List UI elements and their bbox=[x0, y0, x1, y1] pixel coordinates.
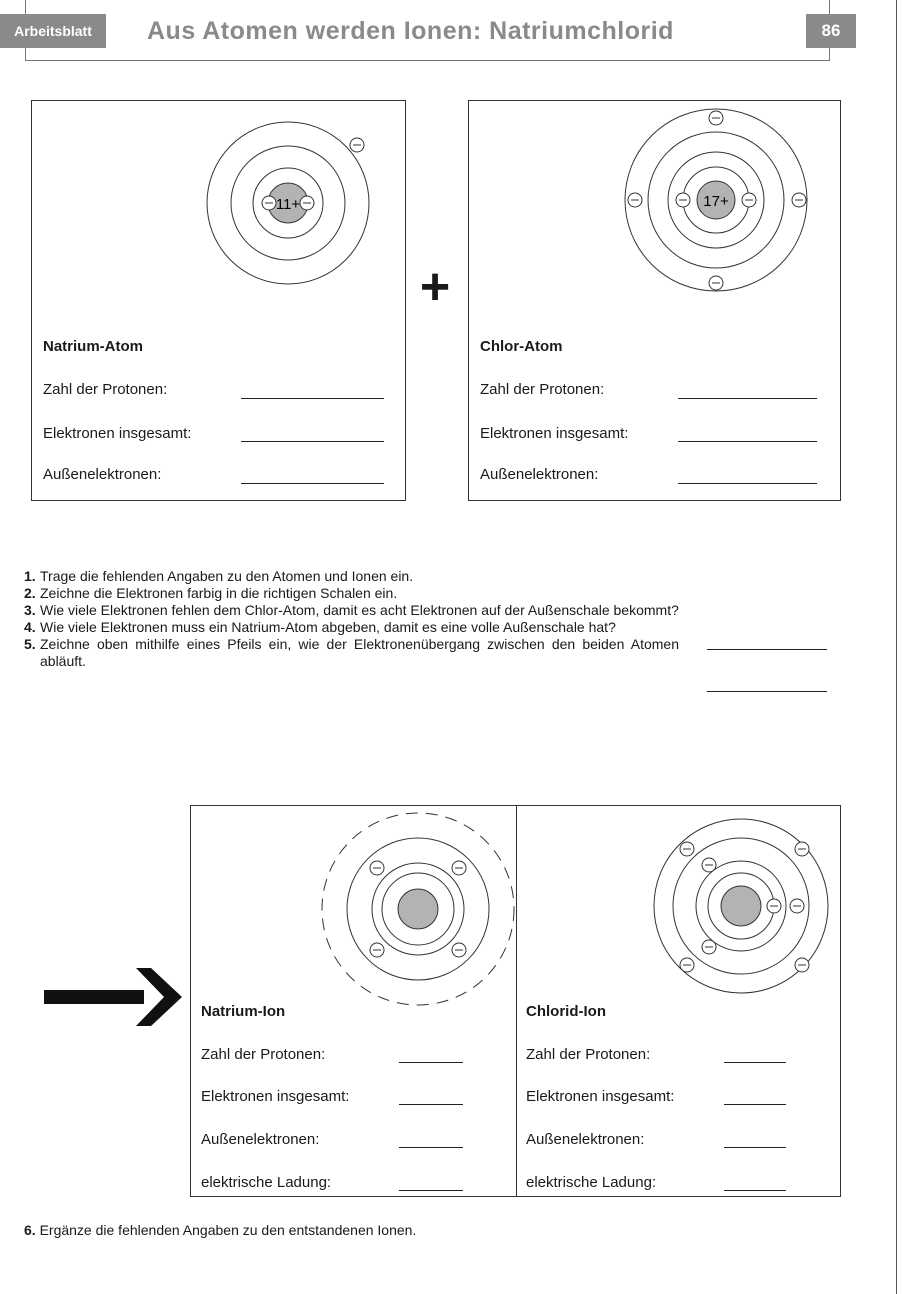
electron-icon bbox=[370, 861, 384, 875]
task-list bbox=[24, 568, 679, 670]
field-label: Elektronen insgesamt: bbox=[43, 425, 192, 442]
electron-icon bbox=[790, 899, 804, 913]
answer-blank[interactable] bbox=[678, 441, 817, 442]
plus-sign: + bbox=[419, 258, 451, 316]
electron-icon bbox=[262, 196, 276, 210]
chlorine-atom-box bbox=[468, 100, 841, 501]
electron-icon bbox=[628, 193, 642, 207]
answer-blank[interactable] bbox=[724, 1062, 786, 1063]
task-text: Zeichne oben mithilfe eines Pfeils ein, wie der Elektronenübergang zwischen den beiden Atomen abläuft. bbox=[40, 636, 679, 669]
sodium-atom-box bbox=[31, 100, 406, 501]
task-number: 2. bbox=[24, 585, 36, 601]
task4-answer-line[interactable] bbox=[707, 691, 827, 692]
field-label: Außenelektronen: bbox=[43, 466, 162, 483]
field-label: elektrische Ladung: bbox=[526, 1174, 657, 1191]
electron-icon bbox=[300, 196, 314, 210]
field-label: elektrische Ladung: bbox=[201, 1174, 332, 1191]
electron-icon bbox=[702, 940, 716, 954]
task-text: Trage die fehlenden Angaben zu den Atomen und Ionen ein. bbox=[40, 568, 414, 584]
answer-blank[interactable] bbox=[241, 441, 384, 442]
arrow-right-icon bbox=[44, 968, 184, 1028]
electron-icon bbox=[680, 842, 694, 856]
answer-blank[interactable] bbox=[399, 1190, 463, 1191]
sodium-ion-title: Natrium-Ion bbox=[201, 1003, 286, 1020]
task-number: 1. bbox=[24, 568, 36, 584]
electron-icon bbox=[452, 861, 466, 875]
page-edge-line bbox=[896, 0, 897, 1294]
chlorine-atom-diagram bbox=[619, 101, 819, 301]
answer-blank[interactable] bbox=[724, 1147, 786, 1148]
chlorine-atom-title: Chlor-Atom bbox=[480, 338, 563, 355]
electron-icon bbox=[452, 943, 466, 957]
task-number: 6. bbox=[24, 1222, 36, 1238]
electron-icon bbox=[792, 193, 806, 207]
chloride-ion-diagram bbox=[641, 806, 841, 1006]
answer-blank[interactable] bbox=[724, 1190, 786, 1191]
electron-icon bbox=[709, 276, 723, 290]
electron-icon bbox=[702, 858, 716, 872]
electron-icon bbox=[795, 842, 809, 856]
field-label: Außenelektronen: bbox=[526, 1131, 645, 1148]
answer-blank[interactable] bbox=[241, 483, 384, 484]
chlorine-nucleus-label: 17+ bbox=[703, 193, 729, 210]
ion-box bbox=[190, 805, 841, 1197]
task-number: 3. bbox=[24, 602, 36, 618]
field-label: Elektronen insgesamt: bbox=[526, 1088, 675, 1105]
task-text: Ergänze die fehlenden Angaben zu den entstandenen Ionen. bbox=[39, 1222, 417, 1238]
task-item bbox=[24, 568, 679, 585]
task-item bbox=[24, 602, 679, 619]
sodium-nucleus-label: 11+ bbox=[275, 196, 301, 213]
ion-box-divider bbox=[516, 806, 517, 1196]
field-label: Zahl der Protonen: bbox=[201, 1046, 326, 1063]
answer-blank[interactable] bbox=[678, 483, 817, 484]
electron-icon bbox=[350, 138, 364, 152]
field-label: Außenelektronen: bbox=[201, 1131, 320, 1148]
answer-blank[interactable] bbox=[678, 398, 817, 399]
electron-icon bbox=[676, 193, 690, 207]
field-label: Elektronen insgesamt: bbox=[201, 1088, 350, 1105]
task-item bbox=[24, 619, 679, 636]
field-label: Zahl der Protonen: bbox=[480, 381, 605, 398]
field-label: Außenelektronen: bbox=[480, 466, 599, 483]
worksheet-badge: Arbeitsblatt bbox=[0, 14, 106, 48]
page-title: Aus Atomen werden Ionen: Natriumchlorid bbox=[147, 17, 674, 45]
sodium-ion-diagram bbox=[316, 806, 516, 1006]
sodium-atom-title: Natrium-Atom bbox=[43, 338, 143, 355]
electron-icon bbox=[795, 958, 809, 972]
task-number: 4. bbox=[24, 619, 36, 635]
field-label: Zahl der Protonen: bbox=[526, 1046, 651, 1063]
electron-icon bbox=[767, 899, 781, 913]
task-text: Zeichne die Elektronen farbig in die richtigen Schalen ein. bbox=[40, 585, 398, 601]
task-text: Wie viele Elektronen fehlen dem Chlor-Atom, damit es acht Elektronen auf der Außenschale bekommt? bbox=[40, 602, 679, 618]
task-number: 5. bbox=[24, 636, 36, 652]
electron-icon bbox=[709, 111, 723, 125]
chloride-ion-nucleus bbox=[721, 886, 761, 926]
answer-blank[interactable] bbox=[399, 1147, 463, 1148]
task-text: Wie viele Elektronen muss ein Natrium-Atom abgeben, damit es eine volle Außenschale hat? bbox=[40, 619, 616, 635]
field-label: Zahl der Protonen: bbox=[43, 381, 168, 398]
answer-blank[interactable] bbox=[724, 1104, 786, 1105]
chloride-ion-title: Chlorid-Ion bbox=[526, 1003, 606, 1020]
answer-blank[interactable] bbox=[399, 1104, 463, 1105]
answer-blank[interactable] bbox=[241, 398, 384, 399]
electron-icon bbox=[370, 943, 384, 957]
electron-icon bbox=[742, 193, 756, 207]
field-label: Elektronen insgesamt: bbox=[480, 425, 629, 442]
page-number: 86 bbox=[806, 14, 856, 48]
sodium-atom-diagram bbox=[206, 101, 376, 301]
answer-blank[interactable] bbox=[399, 1062, 463, 1063]
task-6 bbox=[24, 1222, 416, 1238]
task-item bbox=[24, 636, 679, 670]
sodium-ion-nucleus bbox=[398, 889, 438, 929]
electron-icon bbox=[680, 958, 694, 972]
task3-answer-line[interactable] bbox=[707, 649, 827, 650]
task-item bbox=[24, 585, 679, 602]
